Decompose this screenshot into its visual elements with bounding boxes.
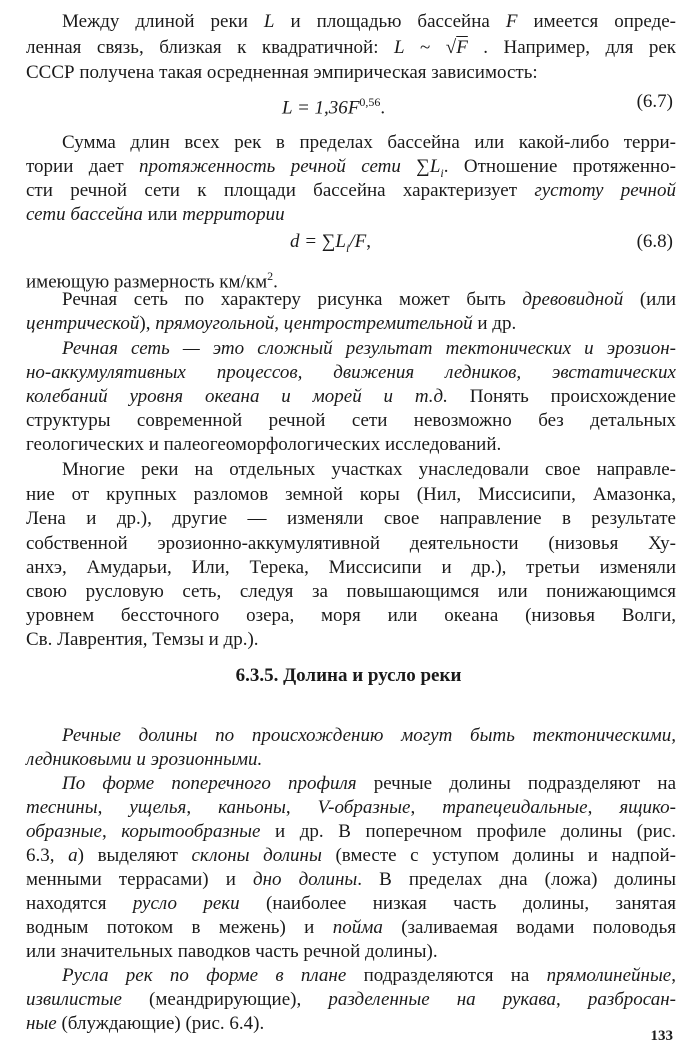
page-number: 133	[650, 1028, 673, 1044]
text-line: СССР получена такая осредненная эмпирическая зависимость:	[26, 62, 538, 83]
text-line: образные, корытообразные и др. В поперечном профиле долины (рис.	[26, 821, 676, 842]
text-line: Лена и др.), другие — изменяли свое направление в результате	[26, 508, 676, 529]
text-line: Многие реки на отдельных участках унаследовали свое направле-	[62, 459, 676, 480]
text-line: анхэ, Амударьи, Или, Терека, Миссисипи и др.), третьи изменяли	[26, 557, 676, 578]
equation-number: (6.7)	[636, 91, 673, 112]
text-line: сети бассейна или территории	[26, 204, 285, 225]
text-line: ные (блуждающие) (рис. 6.4).	[26, 1013, 265, 1034]
text-line: Речная сеть по характеру рисунка может быть древовидной (или	[62, 289, 676, 310]
text-line: геологических и палеогеоморфологических исследований.	[26, 434, 502, 455]
text-line: Между длиной реки L и площадью бассейна F имеется опреде-	[62, 11, 677, 32]
text-line: Сумма длин всех рек в пределах бассейна или какой-либо терри-	[62, 132, 676, 153]
text-line: Речные долины по происхождению могут быть тектоническими,	[62, 725, 676, 746]
text-line: или значительных паводков часть речной долины).	[26, 941, 438, 962]
equation-6-7: $L = 1,36F^{0,56}$.	[282, 95, 386, 119]
text-line: теснины, ущелья, каньоны, V-образные, трапецеидальные, ящико-	[26, 797, 677, 818]
text-line: ледниковыми и эрозионными.	[26, 749, 263, 770]
text-line: 6.3, а) выделяют склоны долины (вместе с уступом долины и надпой-	[26, 845, 677, 866]
text-line: собственной эрозионно-аккумулятивной деятельности (низовья Ху-	[26, 533, 676, 554]
text-line: Речная сеть — это сложный результат тектонических и эрозион-	[62, 338, 676, 359]
text-line: имеющую размерность $км/км^2$.	[26, 269, 278, 293]
text-line: сти речной сети к площади бассейна характеризует густоту речной	[26, 180, 676, 201]
equation-number: (6.8)	[636, 231, 673, 252]
text-line: центрической), прямоугольной, центростремительной и др.	[26, 313, 517, 334]
text-line: но-аккумулятивных процессов, движения ледников, эвстатических	[26, 362, 676, 383]
text-line: Св. Лаврентия, Темзы и др.).	[26, 629, 259, 650]
text-line: свою русловую сеть, следуя за повышающимся или понижающимся	[26, 581, 676, 602]
text-line: менными террасами) и дно долины. В пределах дна (ложа) долины	[26, 869, 676, 890]
equation-6-8: $d = \sum L_i/F$,	[290, 231, 371, 255]
text-line: Русла рек по форме в плане подразделяются на прямолинейные,	[62, 965, 676, 986]
text-line: ние от крупных разломов земной коры (Нил, Миссисипи, Амазонка,	[26, 484, 676, 505]
text-line: уровнем бессточного озера, моря или океана (низовья Волги,	[26, 605, 676, 626]
section-heading: 6.3.5. Долина и русло реки	[235, 665, 462, 686]
text-line: извилистые (меандрирующие), разделенные на рукава, разбросан-	[26, 989, 676, 1010]
text-line: тории дает протяженность речной сети $\sum L_i$. Отношение протяженно-	[26, 156, 676, 180]
text-line: ленная связь, близкая к квадратичной: L ~ √F . Например, для рек	[26, 37, 676, 58]
text-line: водным потоком в межень) и пойма (заливаемая водами половодья	[26, 917, 676, 938]
text-line: структуры современной речной сети невозможно без детальных	[26, 410, 676, 431]
text-line: находятся русло реки (наиболее низкая часть долины, занятая	[26, 893, 676, 914]
text-line: колебаний уровня океана и морей и т.д. Понять происхождение	[26, 386, 676, 407]
text-line: По форме поперечного профиля речные долины подразделяют на	[62, 773, 677, 794]
